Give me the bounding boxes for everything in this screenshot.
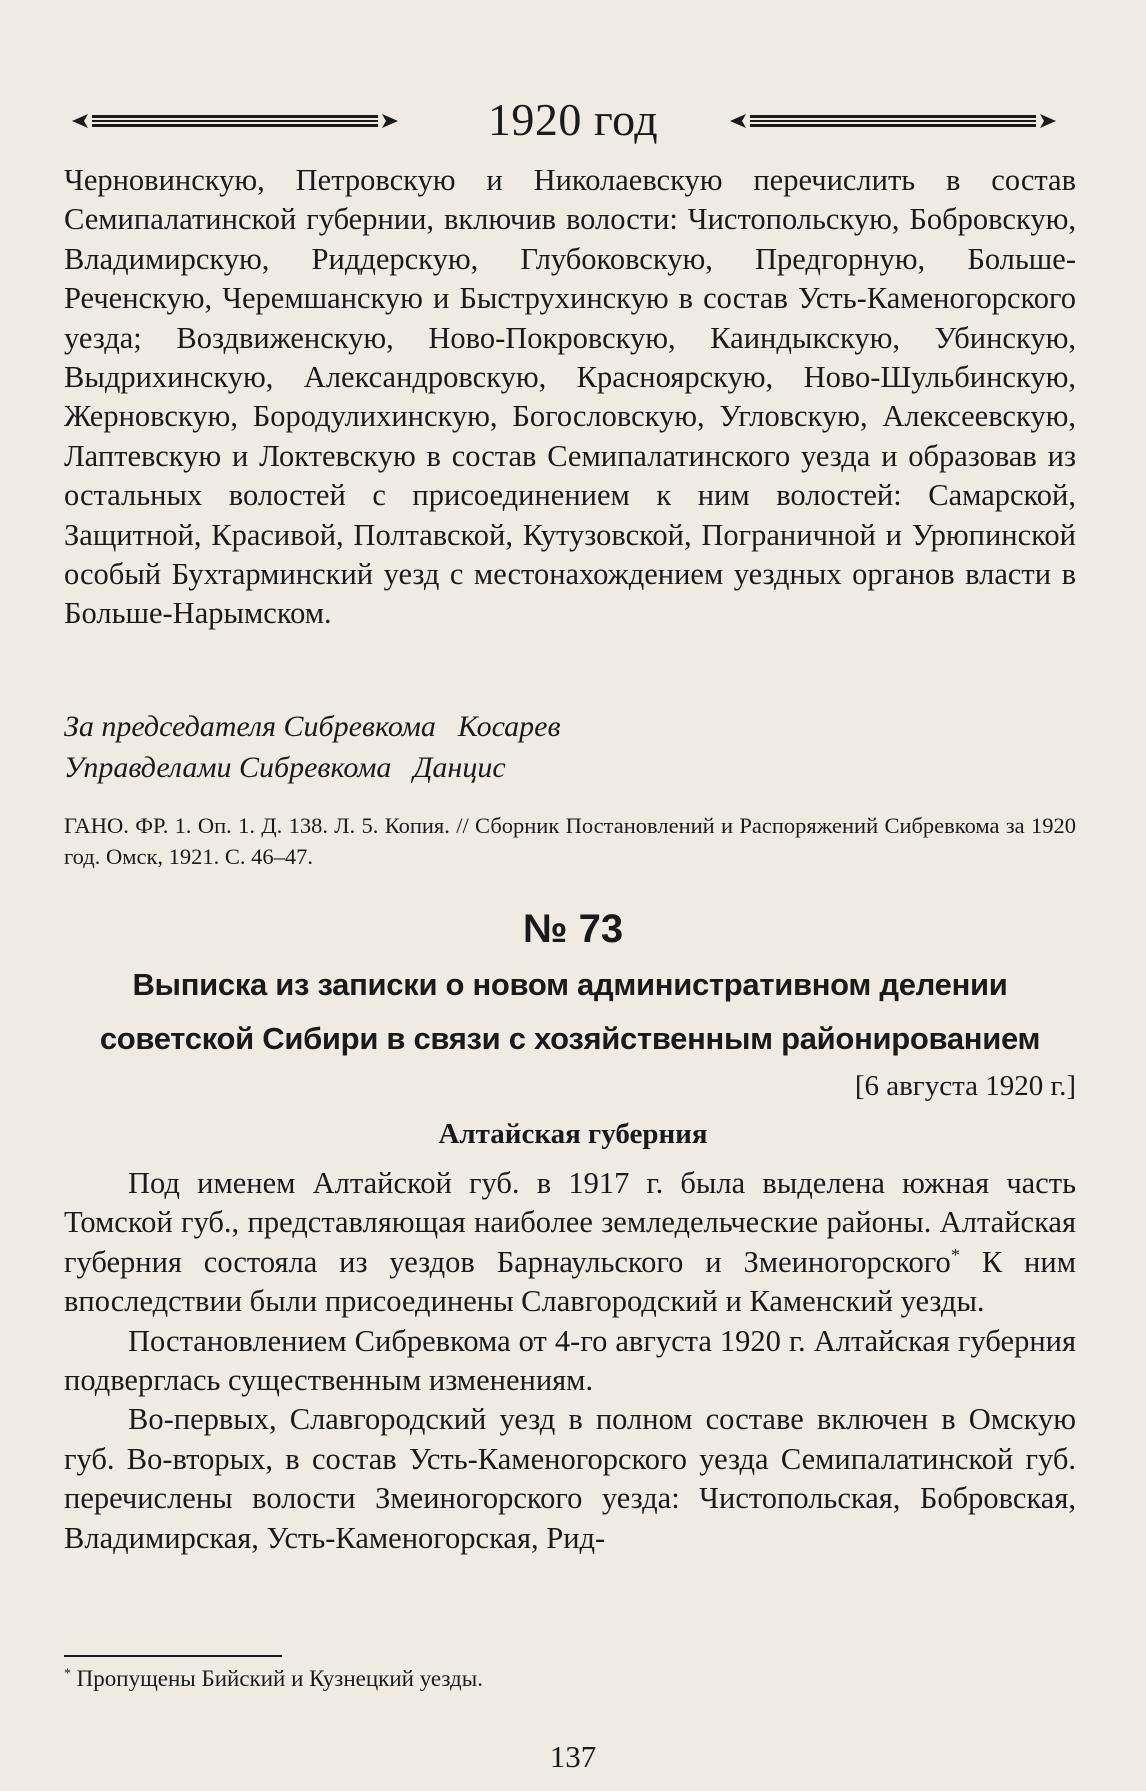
paragraph-text: К ним впоследствии были присоединены Славгородский и Каменский уезды.: [64, 1244, 1076, 1319]
signature-name: Данцис: [413, 751, 506, 784]
signature-chairman: [64, 706, 1064, 747]
page-number: 137: [549, 1739, 597, 1774]
paragraph: Во-первых, Славгородский уезд в полном составе включен в Омскую губ. Во-вторых, в состав Усть-Каменогорского уезда Семипалатинской губ. перечислены волости Змеиногорского уезда: Чистопольская, Бобровская, Владимирская, Усть-Каменогорская, Рид-: [64, 1402, 1076, 1555]
running-title: 1920 год: [487, 94, 659, 145]
continued-paragraph: [64, 161, 1076, 634]
signature-role: Управделами Сибревкома: [64, 751, 392, 784]
title-line: советской Сибири в связи с хозяйственным районированием: [99, 1021, 1041, 1056]
title-line: Выписка из записки о новом административном делении: [132, 967, 1008, 1002]
paragraph: [64, 1164, 1076, 1322]
footnote-mark: *: [64, 1665, 71, 1681]
right-ornament-rule: [728, 110, 1058, 132]
paragraph-text: Под именем Алтайской губ. в 1917 г. была выделена южная часть Томской губ., представляющая наиболее земледельческие районы. Алтайская губерния состояла из уездов Барнаульского и Змеиногорского: [64, 1166, 1076, 1279]
archival-source: ГАНО. ФР. 1. Оп. 1. Д. 138. Л. 5. Копия. // Сборник Постановлений и Распоряжений Сибревкома за 1920 год. Омск, 1921. С. 46–47.: [64, 813, 1076, 869]
signature-name: Косарев: [457, 710, 561, 743]
signatures-block: [64, 706, 1064, 788]
document-date: [6 августа 1920 г.]: [854, 1070, 1076, 1102]
footnote-text: Пропущены Бийский и Кузнецкий уезды.: [70, 1666, 483, 1691]
paragraph: Постановлением Сибревкома от 4-го августа 1920 г. Алтайская губерния подверглась существенным изменениям.: [64, 1323, 1076, 1398]
document-number: № 73: [522, 907, 624, 951]
continued-text: Черновинскую, Петровскую и Николаевскую перечислить в состав Семипалатинской губернии, включив волости: Чистопольскую, Бобровскую, Владимирскую, Риддерскую, Глубоковскую, Предгорную, Больше-Реченскую, Черемшанскую и Быструхинскую в состав Усть-Каменогорского уезда; Воздвиженскую, Ново-Покровскую, Каиндыкскую, Убинскую, Выдрихинскую, Александровскую, Красноярскую, Ново-Шульбинскую, Жерновскую, Бородулихинскую, Богословскую, Угловскую, Алексеевскую, Лаптевскую и Локтевскую в состав Семипалатинского уезда и образовав из остальных волостей с присоединением к ним волостей: Самарской, Защитной, Красивой, Полтавской, Кутузовской, Пограничной и Урюпинской особый Бухтарминский уезд с местонахождением уездных органов власти в Больше-Нарымском.: [64, 163, 1076, 631]
signature-role: За председателя Сибревкома: [64, 710, 436, 743]
document-title: [64, 958, 1076, 1066]
signature-manager: [64, 747, 1064, 788]
footnote: [64, 1664, 483, 1694]
footnote-mark: *: [950, 1244, 960, 1265]
document-body: [64, 1164, 1076, 1558]
page-header: [0, 92, 1146, 152]
footnote-divider: [64, 1655, 282, 1657]
section-subheading: Алтайская губерния: [438, 1118, 708, 1150]
